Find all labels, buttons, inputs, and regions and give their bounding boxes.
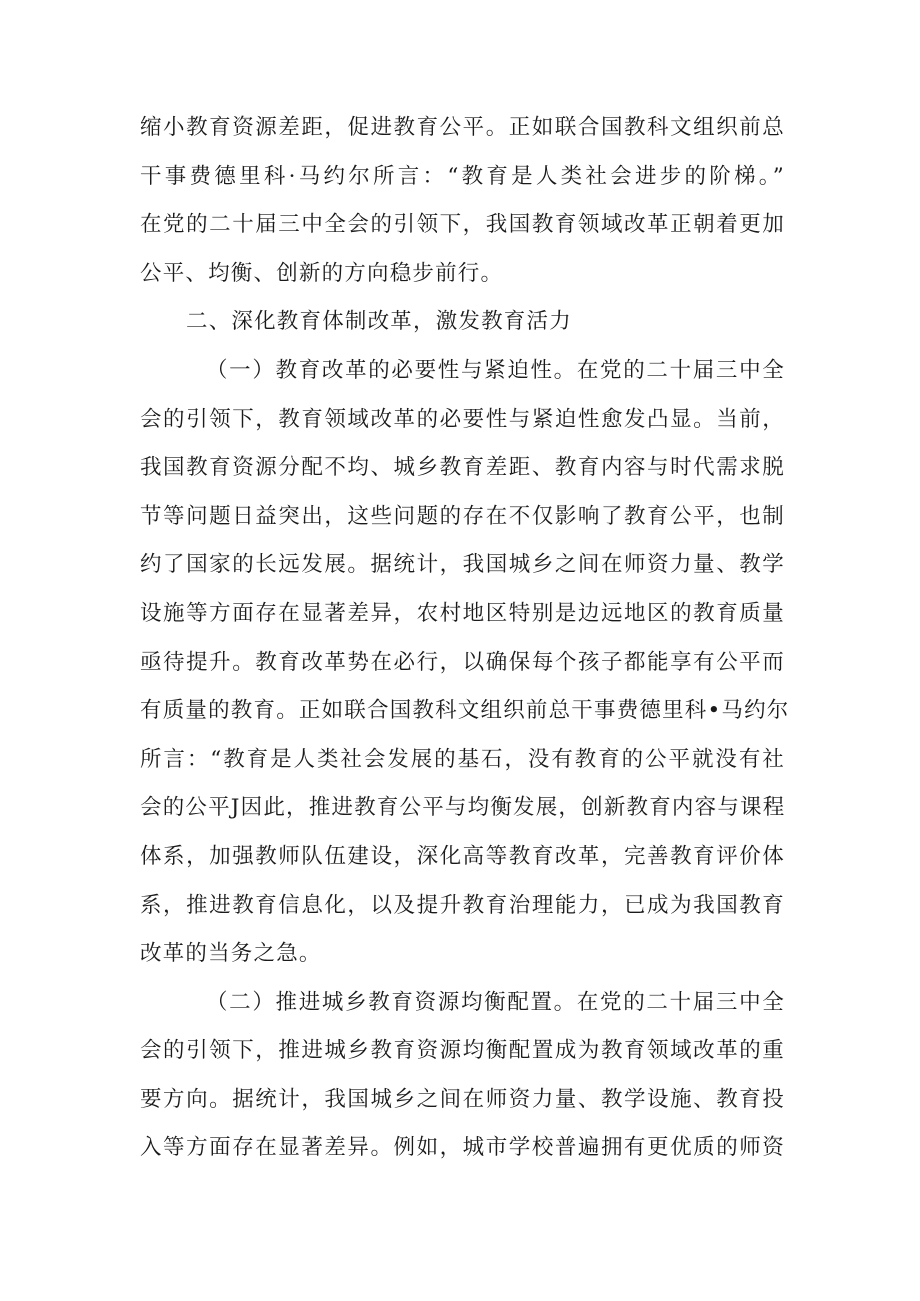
text-line: 体系，加强教师队伍建设，深化高等教育改革，完善教育评价体 xyxy=(140,843,785,869)
text-line: 缩小教育资源差距，促进教育公平。正如联合国教科文组织前总 xyxy=(140,115,785,140)
text-line: 会的公平J因此，推进教育公平与均衡发展，创新教育内容与课程 xyxy=(140,795,786,821)
text-line: 干事费德里科·马约尔所言：“教育是人类社会进步的阶梯。” xyxy=(140,163,785,189)
text-line: 公平、均衡、创新的方向稳步前行。 xyxy=(140,260,504,286)
text-line: 节等问题日益突出，这些问题的存在不仅影响了教育公平，也制 xyxy=(140,503,785,529)
text-line: 约了国家的长远发展。据统计，我国城乡之间在师资力量、教学 xyxy=(140,552,785,578)
subsection-heading-line: （一）教育改革的必要性与紧迫性。在党的二十届三中全 xyxy=(206,357,785,383)
text-line: 亟待提升。教育改革势在必行，以确保每个孩子都能享有公平而 xyxy=(140,649,785,675)
text-line: 设施等方面存在显著差异，农村地区特别是边远地区的教育质量 xyxy=(140,600,785,626)
text-line: 有质量的教育。正如联合国教科文组织前总干事费德里科•马约尔 xyxy=(140,698,790,724)
text-line: 入等方面存在显著差异。例如，城市学校普遍拥有更优质的师资 xyxy=(140,1135,785,1161)
text-line: 所言：“教育是人类社会发展的基石，没有教育的公平就没有社 xyxy=(140,746,785,772)
text-line: 在党的二十届三中全会的引领下，我国教育领域改革正朝着更加 xyxy=(140,212,785,238)
text-line: 系，推进教育信息化，以及提升教育治理能力，已成为我国教育 xyxy=(140,892,785,918)
text-line: 会的引领下，教育领域改革的必要性与紧迫性愈发凸显。当前， xyxy=(140,406,785,432)
document-body xyxy=(140,104,790,1173)
section-heading: 二、深化教育体制改革，激发教育活力 xyxy=(186,309,572,335)
text-line: 我国教育资源分配不均、城乡教育差距、教育内容与时代需求脱 xyxy=(140,455,785,481)
text-line: 会的引领下，推进城乡教育资源均衡配置成为教育领域改革的重 xyxy=(140,1038,785,1064)
text-line: 要方向。据统计，我国城乡之间在师资力量、教学设施、教育投 xyxy=(140,1086,785,1112)
subsection-heading-line: （二）推进城乡教育资源均衡配置。在党的二十届三中全 xyxy=(206,989,785,1015)
text-line: 改革的当务之急。 xyxy=(140,941,322,967)
